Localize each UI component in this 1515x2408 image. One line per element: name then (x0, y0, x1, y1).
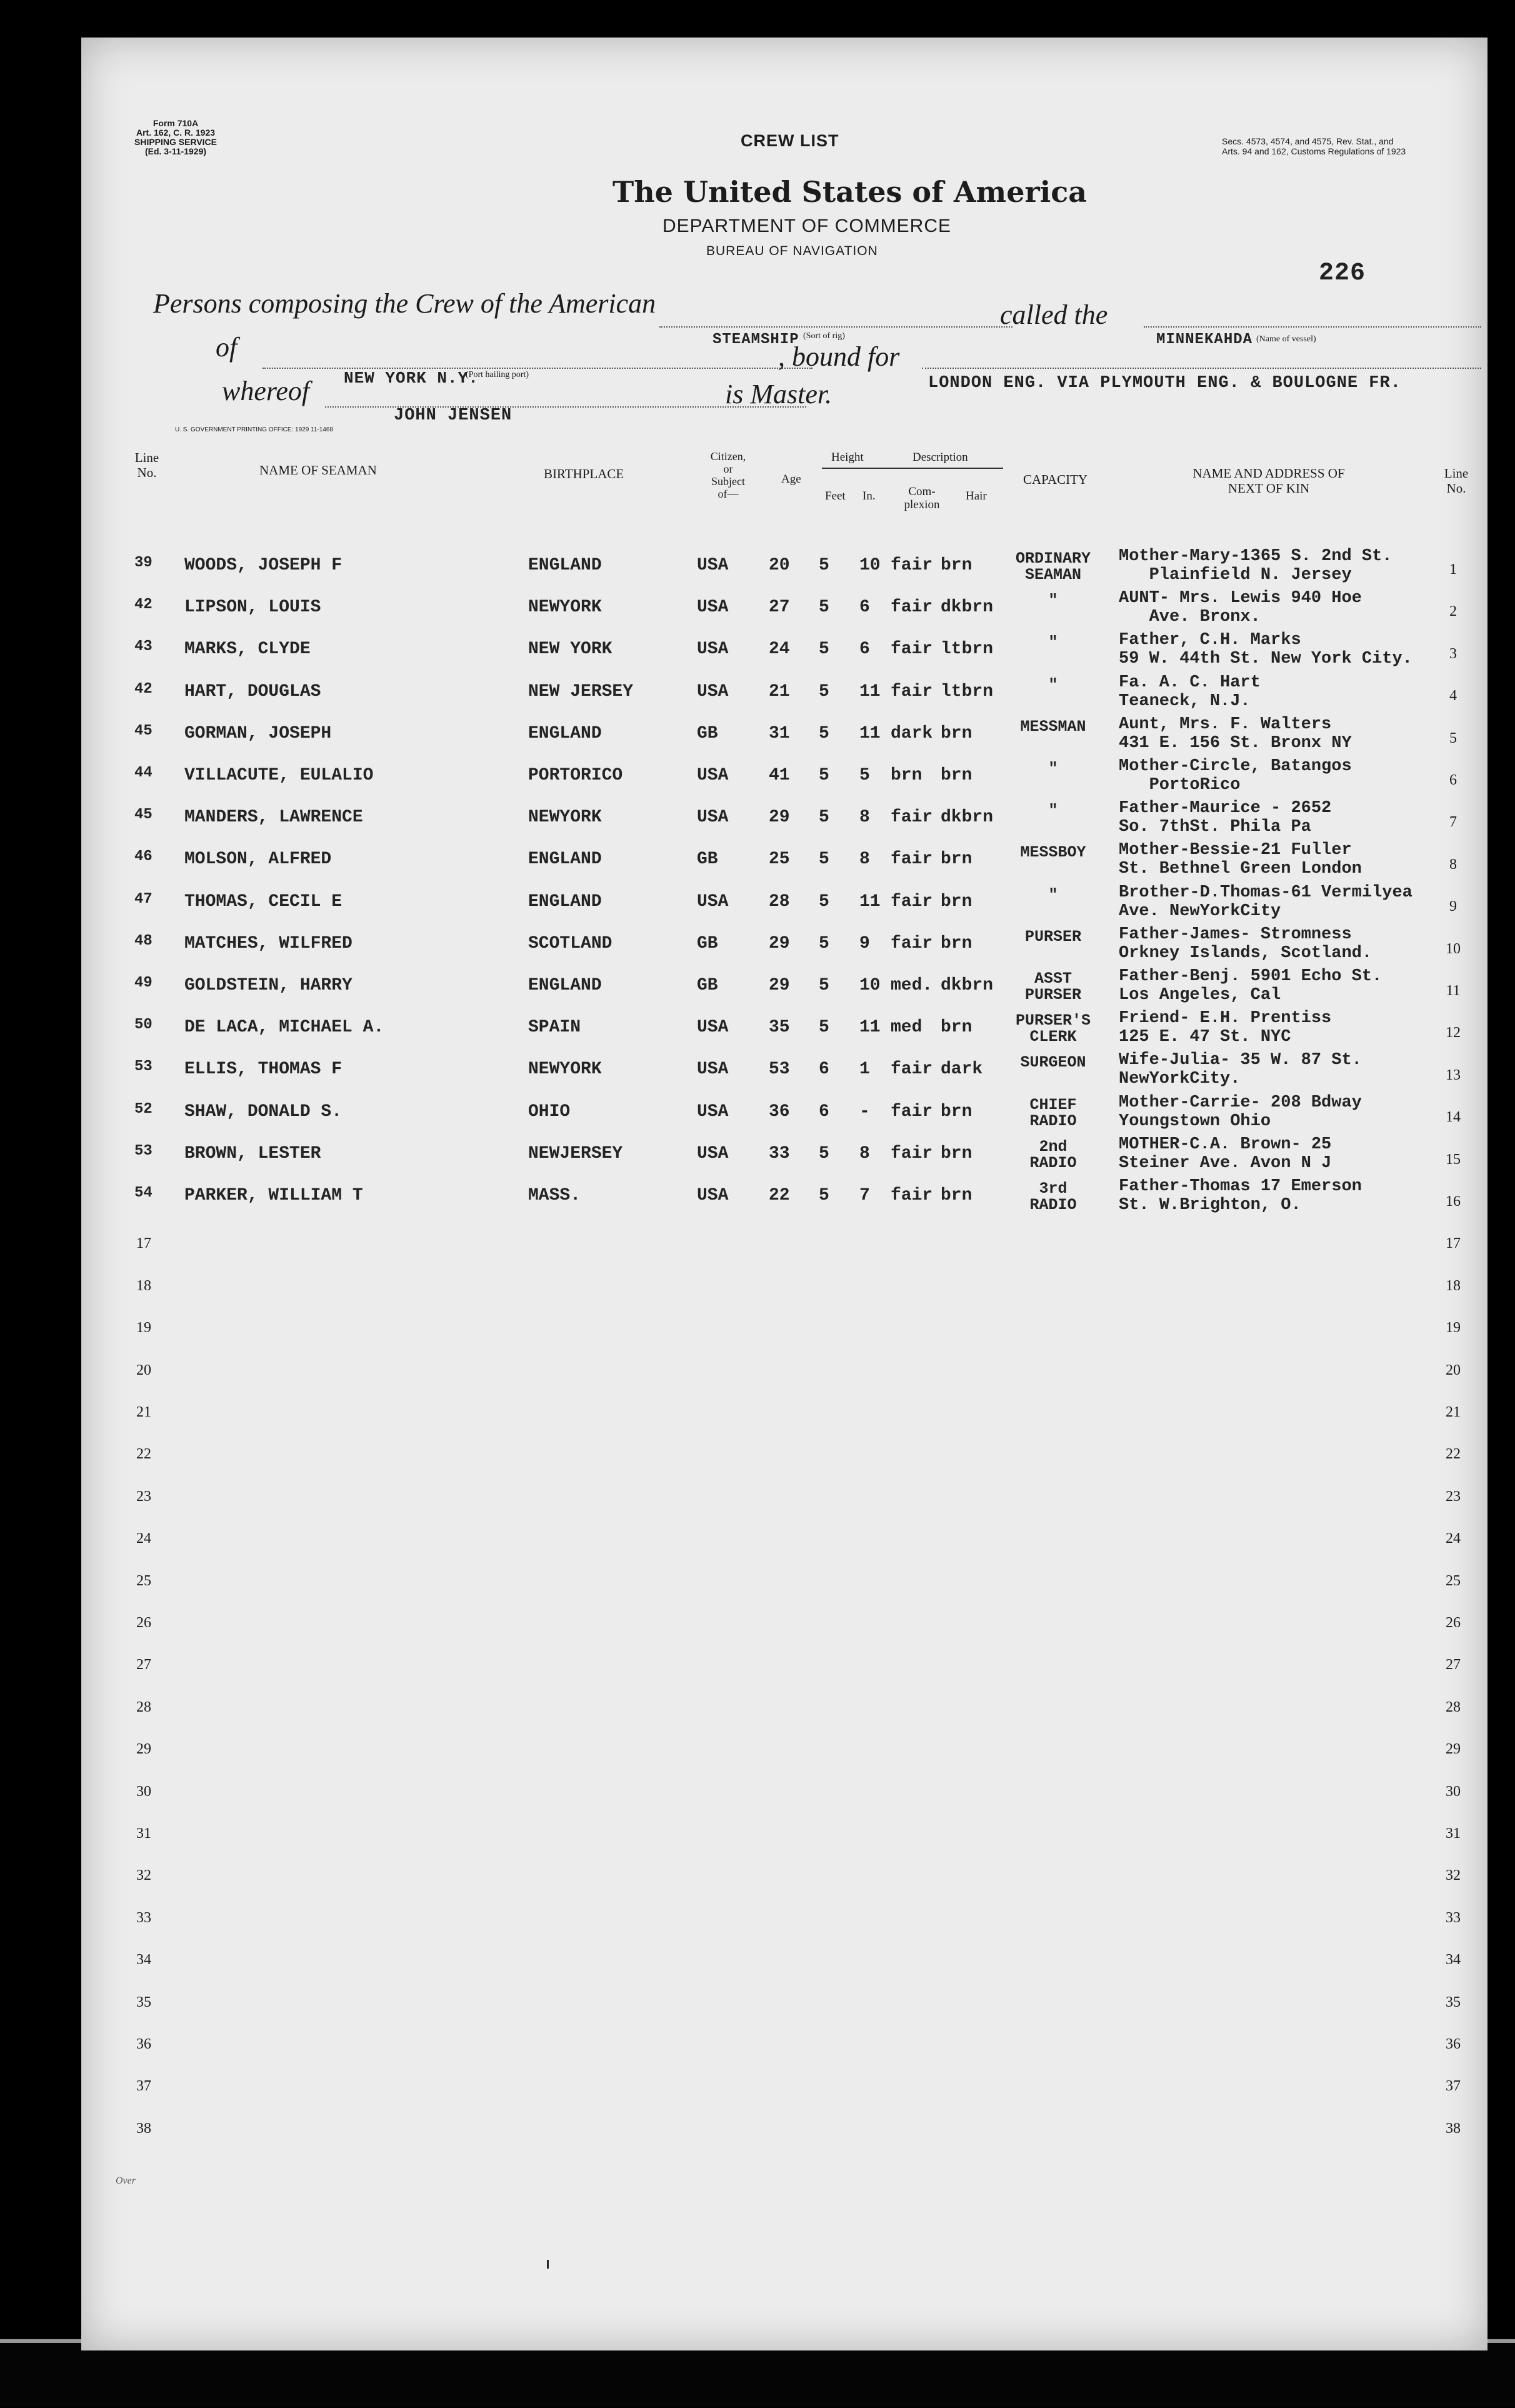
line-number-right: 18 (1446, 1277, 1461, 1294)
line-number-left: 33 (136, 1909, 151, 1926)
crew-name: VILLACUTE, EULALIO (184, 766, 374, 785)
crew-citizen: USA (697, 1018, 729, 1038)
crew-hair: brn (941, 1018, 972, 1038)
crew-complexion: fair (891, 1101, 933, 1121)
line-number-right: 12 (1446, 1025, 1461, 1041)
crew-capacity: " (1048, 633, 1058, 652)
line-number-right: 1 (1449, 561, 1457, 578)
crew-capacity: PURSER'S CLERK (1015, 1011, 1091, 1046)
crew-next-of-kin: Mother-Bessie-21 Fuller St. Bethnel Green London (1119, 841, 1362, 879)
crew-citizen: USA (697, 808, 729, 828)
vessel-value: MINNEKAHDA (1156, 331, 1253, 348)
master-value: JOHN JENSEN (394, 406, 512, 425)
col-description: Description (912, 451, 968, 464)
line-number-right: 11 (1446, 983, 1461, 999)
crew-name: THOMAS, CECIL E (184, 891, 342, 911)
col-line-no: Line No. (134, 450, 159, 480)
crew-inches: 10 (859, 976, 881, 995)
bound-for-label: , bound for (778, 341, 900, 372)
line-number-left: 22 (136, 1446, 151, 1463)
crew-complexion: fair (891, 933, 933, 953)
crew-feet: 5 (819, 808, 829, 828)
crew-feet: 5 (819, 723, 829, 743)
crew-hair: brn (941, 1186, 972, 1205)
crew-inches: 8 (859, 808, 870, 828)
line-number-right: 14 (1446, 1109, 1461, 1126)
crew-birthplace: NEWYORK (528, 808, 602, 828)
line-number-left: 32 (136, 1867, 151, 1884)
crew-birthplace: OHIO (528, 1101, 571, 1121)
crew-feet: 5 (819, 681, 829, 701)
col-hair: Hair (966, 489, 987, 503)
crew-left-line-number: 42 (134, 596, 152, 614)
col-name: NAME OF SEAMAN (259, 463, 377, 478)
crew-birthplace: SPAIN (528, 1018, 581, 1038)
crew-citizen: GB (697, 933, 718, 953)
col-citizen: Citizen, or Subject of— (710, 450, 746, 500)
crew-next-of-kin: Aunt, Mrs. F. Walters 431 E. 156 St. Bronx NY (1119, 715, 1352, 753)
crew-age: 29 (769, 933, 790, 953)
crew-feet: 5 (819, 1186, 829, 1205)
crew-birthplace: NEW YORK (528, 640, 612, 660)
crew-complexion: fair (891, 891, 933, 911)
crew-birthplace: PORTORICO (528, 766, 623, 785)
line-number-right: 35 (1446, 1994, 1461, 2010)
crew-age: 41 (769, 766, 790, 785)
line-number-left: 34 (136, 1952, 151, 1969)
crew-feet: 5 (819, 556, 829, 575)
bound-for-underline (922, 368, 1481, 369)
line-number-right: 10 (1446, 940, 1461, 957)
col-next-of-kin: NAME AND ADDRESS OF NEXT OF KIN (1192, 466, 1345, 496)
line-number-right: 34 (1446, 1952, 1461, 1969)
line-number-right: 21 (1446, 1404, 1461, 1420)
crew-complexion: fair (891, 808, 933, 828)
crew-hair: dkbrn (941, 598, 994, 618)
line-number-right: 16 (1446, 1193, 1461, 1210)
crew-complexion: brn (891, 766, 922, 785)
crew-next-of-kin: MOTHER-C.A. Brown- 25 Steiner Ave. Avon N J (1119, 1135, 1332, 1173)
crew-birthplace: ENGLAND (528, 850, 602, 870)
crew-complexion: fair (891, 640, 933, 660)
line-number-left: 29 (136, 1741, 151, 1758)
crew-citizen: USA (697, 640, 729, 660)
crew-age: 29 (769, 808, 790, 828)
crew-hair: ltbrn (941, 681, 994, 701)
crew-citizen: USA (697, 891, 729, 911)
line-number-left: 24 (136, 1530, 151, 1547)
line-number-right: 7 (1449, 814, 1457, 831)
line-number-left: 36 (136, 2036, 151, 2052)
crew-capacity: MESSBOY (1020, 843, 1086, 862)
crew-next-of-kin: Fa. A. C. Hart Teaneck, N.J. (1119, 673, 1261, 711)
crew-capacity: 3rd RADIO (1029, 1180, 1077, 1214)
crew-left-line-number: 49 (134, 975, 152, 991)
crew-hair: brn (941, 933, 972, 953)
crew-left-line-number: 47 (134, 890, 152, 908)
form-info: Form 710A Art. 162, C. R. 1923 SHIPPING SERVICE (Ed. 3-11-1929) (134, 118, 218, 156)
crew-next-of-kin: Father, C.H. Marks 59 W. 44th St. New York City. (1119, 631, 1412, 669)
crew-citizen: GB (697, 723, 718, 743)
line-number-right: 23 (1446, 1488, 1461, 1505)
line-number-right: 2 (1449, 603, 1457, 620)
crew-next-of-kin: Father-James- Stromness Orkney Islands, Scotland. (1119, 925, 1372, 963)
crew-capacity: " (1048, 591, 1058, 610)
line-number-right: 27 (1446, 1657, 1461, 1673)
crew-citizen: USA (697, 681, 729, 701)
crew-hair: brn (941, 891, 972, 911)
col-age: Age (781, 473, 801, 486)
line-number-right: 38 (1446, 2120, 1461, 2137)
crew-inches: - (859, 1101, 870, 1121)
line-number-left: 21 (136, 1404, 151, 1420)
crew-hair: ltbrn (941, 640, 994, 660)
crew-inches: 5 (859, 766, 870, 785)
crew-citizen: USA (697, 598, 729, 618)
crew-hair: brn (941, 723, 972, 743)
crew-left-line-number: 48 (134, 932, 152, 950)
home-port-value: NEW YORK N.Y. (344, 369, 479, 388)
crew-citizen: USA (697, 1143, 729, 1163)
crew-name: GOLDSTEIN, HARRY (184, 976, 352, 995)
vessel-underline (1144, 326, 1481, 328)
crew-feet: 5 (819, 1143, 829, 1163)
crew-feet: 5 (819, 1018, 829, 1038)
rig-underline (659, 326, 1012, 328)
crew-complexion: fair (891, 1186, 933, 1205)
crew-citizen: GB (697, 850, 718, 870)
crew-name: ELLIS, THOMAS F (184, 1060, 342, 1080)
crew-age: 25 (769, 850, 790, 870)
is-master-label: is Master. (725, 379, 832, 409)
crew-birthplace: NEWYORK (528, 1060, 602, 1080)
called-the-label: called the (1000, 299, 1108, 330)
crew-left-line-number: 45 (134, 722, 152, 740)
crew-age: 27 (769, 598, 790, 618)
crew-name: GORMAN, JOSEPH (184, 723, 332, 743)
line-number-left: 26 (136, 1615, 151, 1631)
col-complexion: Com- plexion (904, 485, 940, 511)
persons-label: Persons composing the Crew of the American (153, 288, 656, 319)
line-number-left: 27 (136, 1657, 151, 1673)
department-heading: DEPARTMENT OF COMMERCE (662, 216, 952, 236)
crew-left-line-number: 53 (134, 1058, 152, 1076)
line-number-right: 19 (1446, 1320, 1461, 1337)
crew-age: 31 (769, 723, 790, 743)
line-number-right: 28 (1446, 1698, 1461, 1715)
crew-left-line-number: 52 (134, 1100, 152, 1118)
crew-complexion: med. (891, 976, 933, 995)
crew-capacity: " (1048, 675, 1058, 694)
line-number-left: 20 (136, 1362, 151, 1378)
crew-citizen: USA (697, 1060, 729, 1080)
line-number-right: 6 (1449, 772, 1457, 788)
crew-name: MARKS, CLYDE (184, 640, 311, 660)
home-port-caption: (Port hailing port) (466, 370, 529, 379)
crew-next-of-kin: Father-Thomas 17 Emerson St. W.Brighton, O. (1119, 1177, 1362, 1215)
line-number-left: 37 (136, 2078, 151, 2095)
crew-next-of-kin: Brother-D.Thomas-61 Vermilyea Ave. NewYorkCity (1119, 883, 1412, 921)
crew-age: 29 (769, 976, 790, 995)
crew-age: 28 (769, 891, 790, 911)
crew-inches: 11 (859, 891, 881, 911)
printing-office-note: U. S. GOVERNMENT PRINTING OFFICE: 1929 11-1468 (175, 426, 334, 433)
crew-complexion: fair (891, 681, 933, 701)
crew-complexion: fair (891, 1060, 933, 1080)
of-label: of (216, 332, 238, 363)
crew-complexion: dark (891, 723, 933, 743)
bottom-tick-mark (547, 2260, 549, 2269)
crew-capacity: CHIEF RADIO (1029, 1095, 1077, 1130)
crew-hair: brn (941, 850, 972, 870)
rig-caption: (Sort of rig) (803, 331, 845, 341)
crew-left-line-number: 39 (134, 554, 152, 571)
line-number-left: 18 (136, 1277, 151, 1294)
crew-birthplace: NEW JERSEY (528, 681, 634, 701)
col-inches: In. (862, 489, 876, 503)
crew-citizen: GB (697, 976, 718, 995)
crew-next-of-kin: Father-Benj. 5901 Echo St. Los Angeles, Cal (1119, 967, 1382, 1005)
crew-capacity: " (1048, 801, 1058, 820)
col-capacity: CAPACITY (1023, 472, 1088, 487)
crew-capacity: PURSER (1024, 927, 1081, 946)
line-number-right: 26 (1446, 1615, 1461, 1631)
crew-name: WOODS, JOSEPH F (184, 556, 342, 575)
line-number-right: 15 (1446, 1151, 1461, 1168)
vessel-caption: (Name of vessel) (1256, 334, 1316, 344)
crew-inches: 7 (859, 1186, 870, 1205)
crew-feet: 5 (819, 640, 829, 660)
page-number: 226 (1319, 259, 1366, 288)
crew-hair: brn (941, 1101, 972, 1121)
crew-capacity: 2nd RADIO (1029, 1137, 1077, 1172)
col-line-no-right: Line No. (1444, 466, 1469, 496)
statute-reference: Secs. 4573, 4574, and 4575, Rev. Stat., and Arts. 94 and 162, Customs Regulations of 1923 (1222, 136, 1406, 156)
line-number-right: 32 (1446, 1867, 1461, 1884)
crew-next-of-kin: Wife-Julia- 35 W. 87 St. NewYorkCity. (1119, 1051, 1362, 1089)
crew-birthplace: SCOTLAND (528, 933, 612, 953)
crew-birthplace: MASS. (528, 1186, 581, 1205)
crew-feet: 5 (819, 598, 829, 618)
crew-birthplace: NEWYORK (528, 598, 602, 618)
crew-inches: 6 (859, 598, 870, 618)
crew-hair: brn (941, 556, 972, 575)
crew-name: PARKER, WILLIAM T (184, 1186, 363, 1205)
bureau-heading: BUREAU OF NAVIGATION (706, 244, 878, 258)
crew-inches: 11 (859, 723, 881, 743)
line-number-right: 22 (1446, 1446, 1461, 1463)
crew-left-line-number: 42 (134, 680, 152, 698)
crew-age: 53 (769, 1060, 790, 1080)
crew-age: 22 (769, 1186, 790, 1205)
line-number-right: 36 (1446, 2036, 1461, 2052)
destination-value: LONDON ENG. VIA PLYMOUTH ENG. & BOULOGNE FR. (928, 374, 1401, 393)
line-number-right: 4 (1449, 688, 1457, 705)
line-number-left: 35 (136, 1994, 151, 2010)
col-birthplace: BIRTHPLACE (544, 466, 624, 481)
crew-complexion: fair (891, 556, 933, 575)
crew-left-line-number: 46 (134, 848, 152, 866)
crew-age: 20 (769, 556, 790, 575)
rig-value: STEAMSHIP (712, 331, 799, 348)
crew-left-line-number: 53 (134, 1142, 152, 1160)
crew-citizen: USA (697, 766, 729, 785)
whereof-label: whereof (222, 376, 310, 406)
crew-birthplace: ENGLAND (528, 891, 602, 911)
crew-capacity: ORDINARY SEAMAN (1015, 549, 1091, 584)
line-number-left: 25 (136, 1572, 151, 1589)
crew-next-of-kin: AUNT- Mrs. Lewis 940 Hoe Ave. Bronx. (1119, 589, 1362, 627)
crew-age: 36 (769, 1101, 790, 1121)
crew-left-line-number: 50 (134, 1016, 152, 1034)
crew-list-sheet (81, 38, 1488, 2350)
crew-left-line-number: 43 (134, 638, 152, 656)
line-number-right: 29 (1446, 1741, 1461, 1758)
line-number-left: 38 (136, 2120, 151, 2137)
line-number-right: 30 (1446, 1783, 1461, 1800)
crew-inches: 1 (859, 1060, 870, 1080)
line-number-left: 31 (136, 1825, 151, 1842)
crew-inches: 11 (859, 1018, 881, 1038)
crew-birthplace: ENGLAND (528, 556, 602, 575)
line-number-left: 30 (136, 1783, 151, 1800)
line-number-left: 17 (136, 1235, 151, 1252)
footer-mark: Over (116, 2175, 136, 2186)
crew-inches: 8 (859, 1143, 870, 1163)
crew-inches: 10 (859, 556, 881, 575)
crew-feet: 5 (819, 766, 829, 785)
col-feet: Feet (825, 489, 846, 503)
crew-next-of-kin: Mother-Circle, Batangos PortoRico (1119, 757, 1352, 795)
form-title: CREW LIST (741, 131, 839, 150)
crew-next-of-kin: Friend- E.H. Prentiss 125 E. 47 St. NYC (1119, 1009, 1332, 1047)
col-height: Height (831, 451, 864, 464)
crew-complexion: fair (891, 1143, 933, 1163)
line-number-right: 33 (1446, 1909, 1461, 1926)
crew-hair: dkbrn (941, 976, 994, 995)
crew-name: HART, DOUGLAS (184, 681, 321, 701)
line-number-right: 37 (1446, 2078, 1461, 2095)
line-number-right: 25 (1446, 1572, 1461, 1589)
crew-name: SHAW, DONALD S. (184, 1101, 342, 1121)
crew-inches: 9 (859, 933, 870, 953)
crew-feet: 5 (819, 933, 829, 953)
crew-citizen: USA (697, 1186, 729, 1205)
line-number-left: 28 (136, 1698, 151, 1715)
crew-capacity: ASST PURSER (1024, 970, 1081, 1004)
crew-complexion: fair (891, 598, 933, 618)
line-number-right: 13 (1446, 1066, 1461, 1083)
crew-inches: 6 (859, 640, 870, 660)
crew-complexion: fair (891, 850, 933, 870)
crew-birthplace: ENGLAND (528, 723, 602, 743)
crew-next-of-kin: Mother-Carrie- 208 Bdway Youngstown Ohio (1119, 1093, 1362, 1131)
line-number-left: 23 (136, 1488, 151, 1505)
crew-name: BROWN, LESTER (184, 1143, 321, 1163)
crew-name: LIPSON, LOUIS (184, 598, 321, 618)
line-number-right: 8 (1449, 856, 1457, 873)
height-description-rule (822, 468, 1003, 469)
crew-birthplace: NEWJERSEY (528, 1143, 623, 1163)
crew-hair: brn (941, 766, 972, 785)
crew-capacity: " (1048, 885, 1058, 904)
crew-name: MANDERS, LAWRENCE (184, 808, 363, 828)
line-number-right: 5 (1449, 730, 1457, 746)
crew-feet: 6 (819, 1060, 829, 1080)
crew-complexion: med (891, 1018, 922, 1038)
crew-next-of-kin: Mother-Mary-1365 S. 2nd St. Plainfield N. Jersey (1119, 547, 1392, 584)
crew-capacity: MESSMAN (1020, 717, 1086, 736)
crew-age: 21 (769, 681, 790, 701)
crew-hair: brn (941, 1143, 972, 1163)
crew-name: DE LACA, MICHAEL A. (184, 1018, 384, 1038)
line-number-right: 24 (1446, 1530, 1461, 1547)
crew-birthplace: ENGLAND (528, 976, 602, 995)
crew-feet: 5 (819, 976, 829, 995)
line-number-right: 31 (1446, 1825, 1461, 1842)
line-number-right: 3 (1449, 645, 1457, 662)
crew-inches: 11 (859, 681, 881, 701)
crew-age: 33 (769, 1143, 790, 1163)
crew-hair: dark (941, 1060, 983, 1080)
country-heading: The United States of America (612, 175, 1088, 209)
crew-hair: dkbrn (941, 808, 994, 828)
crew-capacity: " (1048, 760, 1058, 778)
crew-age: 24 (769, 640, 790, 660)
line-number-left: 19 (136, 1320, 151, 1337)
line-number-right: 20 (1446, 1362, 1461, 1378)
crew-left-line-number: 45 (134, 806, 152, 824)
crew-inches: 8 (859, 850, 870, 870)
crew-feet: 6 (819, 1101, 829, 1121)
crew-feet: 5 (819, 850, 829, 870)
crew-left-line-number: 44 (134, 765, 152, 781)
crew-age: 35 (769, 1018, 790, 1038)
crew-capacity: SURGEON (1020, 1053, 1086, 1072)
crew-name: MOLSON, ALFRED (184, 850, 332, 870)
line-number-right: 9 (1449, 898, 1457, 915)
crew-citizen: USA (697, 1101, 729, 1121)
crew-citizen: USA (697, 556, 729, 575)
crew-name: MATCHES, WILFRED (184, 933, 352, 953)
crew-feet: 5 (819, 891, 829, 911)
crew-next-of-kin: Father-Maurice - 2652 So. 7thSt. Phila Pa (1119, 799, 1332, 837)
line-number-right: 17 (1446, 1235, 1461, 1252)
crew-left-line-number: 54 (134, 1185, 152, 1201)
